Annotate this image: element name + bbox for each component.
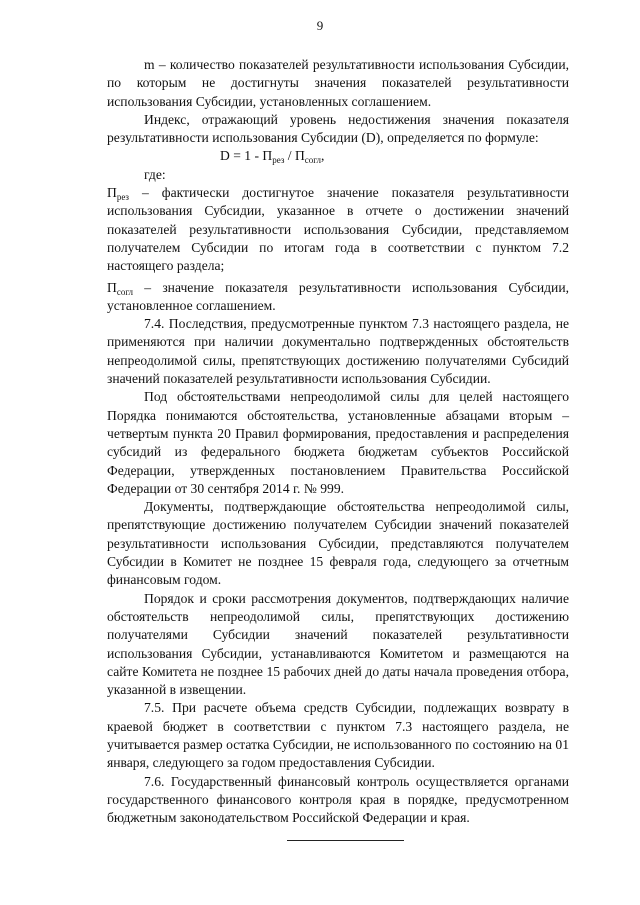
paragraph-force-majeure: Под обстоятельствами непреодолимой силы для целей настоящего Порядка понимаются обстоятельства, установленные абзацами вторым – четвертым пункта 20 Правил формирования, предоставления и распределения субсидий из федерального бюджета бюджетам субъектов Российской Федерации, утвержденных постановлением Правительства Российской Федерации от 30 сентября 2014 г. № 999. xyxy=(107,389,569,496)
paragraph-7-6: 7.6. Государственный финансовый контроль осуществляется органами государственного финансового контроля края в порядке, предусмотренном бюджетным законодательством Российской Федерации и края. xyxy=(107,773,569,826)
paragraph-m-definition: m – количество показателей результативности использования Субсидии, по которым не достигнуты значения показателей результативности использования Субсидии, установленных соглашением. xyxy=(107,57,569,109)
formula-sub-rez: рез xyxy=(272,155,285,166)
formula xyxy=(107,147,569,165)
formula-tail: , xyxy=(321,148,325,164)
paragraph-where: где: xyxy=(144,166,166,182)
symbol-sub-sogl: согл xyxy=(116,286,134,297)
paragraph-documents: Документы, подтверждающие обстоятельства непреодолимой силы, препятствующие достижению получателем Субсидии значений показателей результативности использования Субсидии, представляются получателем Субсидии в Комитет не позднее 15 февраля года, следующего за отчетным финансовым годом. xyxy=(107,499,569,588)
paragraph-p-sogl-definition xyxy=(107,279,569,316)
paragraph-7-4: 7.4. Последствия, предусмотренные пунктом 7.3 настоящего раздела, не применяются при наличии документально подтвержденных обстоятельств непреодолимой силы, препятствующих достижению получателями Субсидий значений показателей результативности использования Субсидии. xyxy=(107,316,569,387)
symbol-sub-rez: рез xyxy=(116,192,129,203)
formula-lhs: D = 1 - П xyxy=(220,148,273,164)
symbol-p: П xyxy=(107,185,117,201)
paragraph-7-5: 7.5. При расчете объема средств Субсидии, подлежащих возврату в краевой бюджет в соответствии с пунктом 7.3 настоящего раздела, не учитывается размер остатка Субсидии, не использованного по состоянию на 01 января, следующего за годом предоставления Субсидии. xyxy=(107,700,569,771)
paragraph-p-rez-definition xyxy=(107,184,569,275)
formula-slash: / П xyxy=(284,148,305,164)
page-number: 9 xyxy=(316,18,324,33)
footer-divider xyxy=(287,840,404,841)
paragraph-procedure: Порядок и сроки рассмотрения документов, подтверждающих наличие обстоятельств непреодолимой силы, препятствующих достижению получателями Субсидии значений показателей результативности использования Субсидии, устанавливаются Комитетом и размещаются на сайте Комитета не позднее 15 рабочих дней до даты начала проведения отбора, указанной в извещении. xyxy=(107,590,569,698)
paragraph-index-intro: Индекс, отражающий уровень недостижения значения показателя результативности использования Субсидии (D), определяется по формуле: xyxy=(107,111,569,146)
p-sogl-text: – значение показателя результативности использования Субсидии, установленное соглашением. xyxy=(107,279,569,313)
formula-sub-sogl: согл xyxy=(304,155,322,166)
page-content xyxy=(107,56,569,827)
symbol-p: П xyxy=(107,279,117,295)
p-rez-text: – фактически достигнутое значение показателя результативности использования Субсидии, указанное в отчете о достижении значений показателей результативности использования Субсидии, представляемом получателем Субсидии по итогам года в соответствии с пунктом 7.2 настоящего раздела; xyxy=(107,185,569,274)
